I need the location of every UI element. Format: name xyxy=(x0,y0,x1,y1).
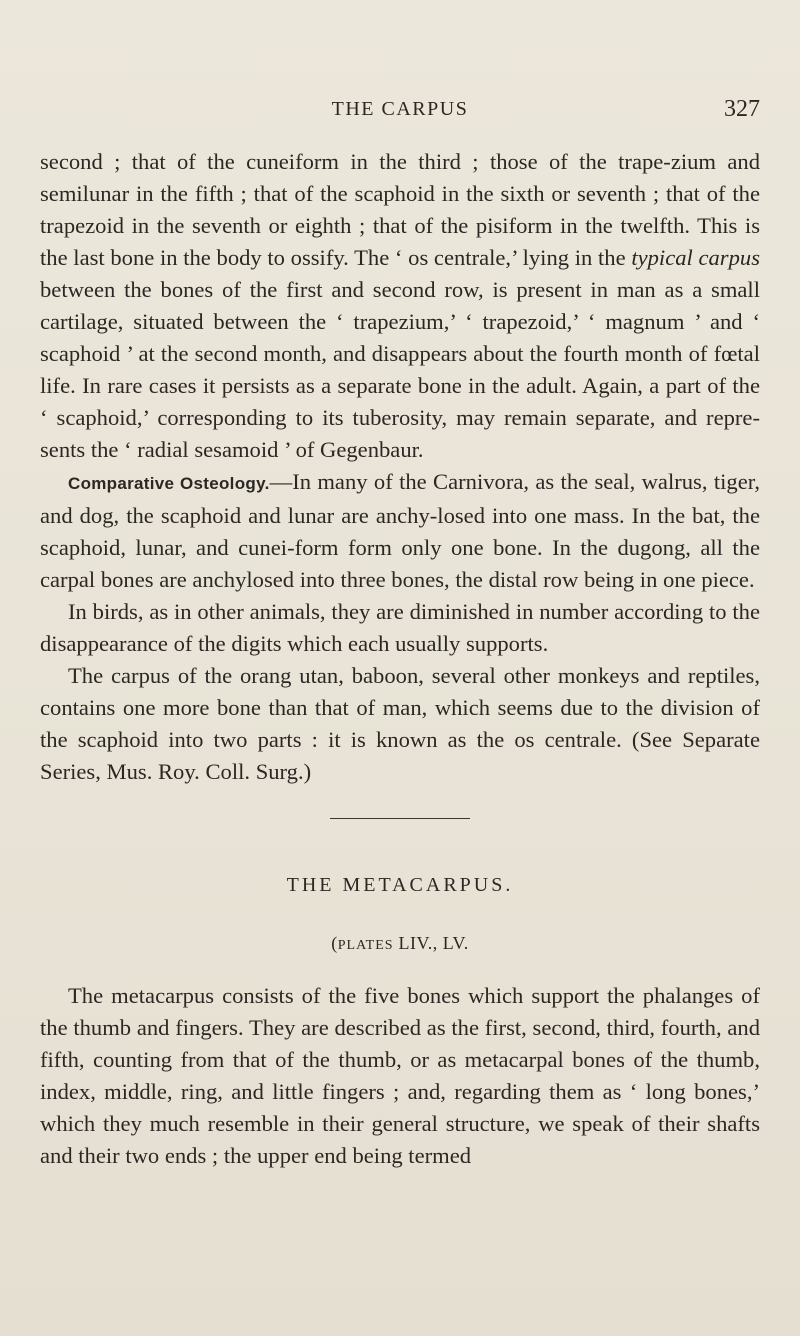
paragraph-comparative-osteology xyxy=(40,466,760,596)
paragraph-text: —In many of the Carnivora, as the seal, walrus, tiger, and dog, the scaphoid and lunar are anchy-losed into one mass. In the bat, the scaphoid, lunar, and cunei-form form only one bone. In the dugong, all the carpal bones are anchylosed into three bones, the distal row being in one piece. xyxy=(40,469,760,592)
page-number: 327 xyxy=(724,96,760,122)
italic-phrase: typical carpus xyxy=(631,245,760,270)
page-body xyxy=(40,146,760,1172)
plates-reference: (PLATES LIV., LV. xyxy=(331,933,469,953)
running-title: THE CARPUS xyxy=(331,98,469,120)
running-head xyxy=(40,98,760,128)
paragraph-orang-utan: The carpus of the orang utan, baboon, several other monkeys and reptiles, contains one more bone than that of man, which seems due to the division of the scaphoid into two parts : it is known as the os centrale. (See Separate Series, Mus. Roy. Coll. Surg.) xyxy=(40,663,760,784)
section-divider xyxy=(330,818,470,819)
plates-label: PLATES xyxy=(337,938,394,953)
paragraph-text: between the bones of the first and second row, is present in man as a small cartilage, situated between the ‘ trapezium,’ ‘ trapezoid,’ ‘ magnum ’ and ‘ scaphoid ’ at the second month, and disappears about the fourth month of fœtal life. In rare cases it persists as a separate bone in the adult. Again, a part of the ‘ scaphoid,’ corresponding to its tuberosity, may remain separate, and repre-sents the ‘ radial sesamoid ’ of Gegenbaur. xyxy=(40,277,760,462)
paragraph-birds: In birds, as in other animals, they are diminished in number according to the disappearance of the digits which each usually supports. xyxy=(40,599,760,656)
paragraph-ossification xyxy=(40,146,760,466)
section-title-metacarpus: THE METACARPUS. xyxy=(286,874,514,896)
plates-value: LIV., LV. xyxy=(398,933,469,953)
section-heading-comparative-osteology: Comparative Osteology. xyxy=(68,474,270,493)
paragraph-metacarpus: The metacarpus consists of the five bones which support the phalanges of the thumb and fingers. They are described as the first, second, third, fourth, and fifth, counting from that of the thumb, or as metacarpal bones of the thumb, index, middle, ring, and little fingers ; and, regarding them as ‘ long bones,’ which they much resemble in their general structure, we speak of their shafts and their two ends ; the upper end being termed xyxy=(40,983,760,1168)
paragraph-text: second ; that of the cuneiform in the third ; those of the trape-zium and semilunar in the fifth ; that of the scaphoid in the sixth or seventh ; that of the trapezoid in the seventh or eighth ; that of the pisiform in the twelfth. This is the last bone in the body to ossify. The ‘ os centrale,’ lying in the xyxy=(40,149,760,270)
